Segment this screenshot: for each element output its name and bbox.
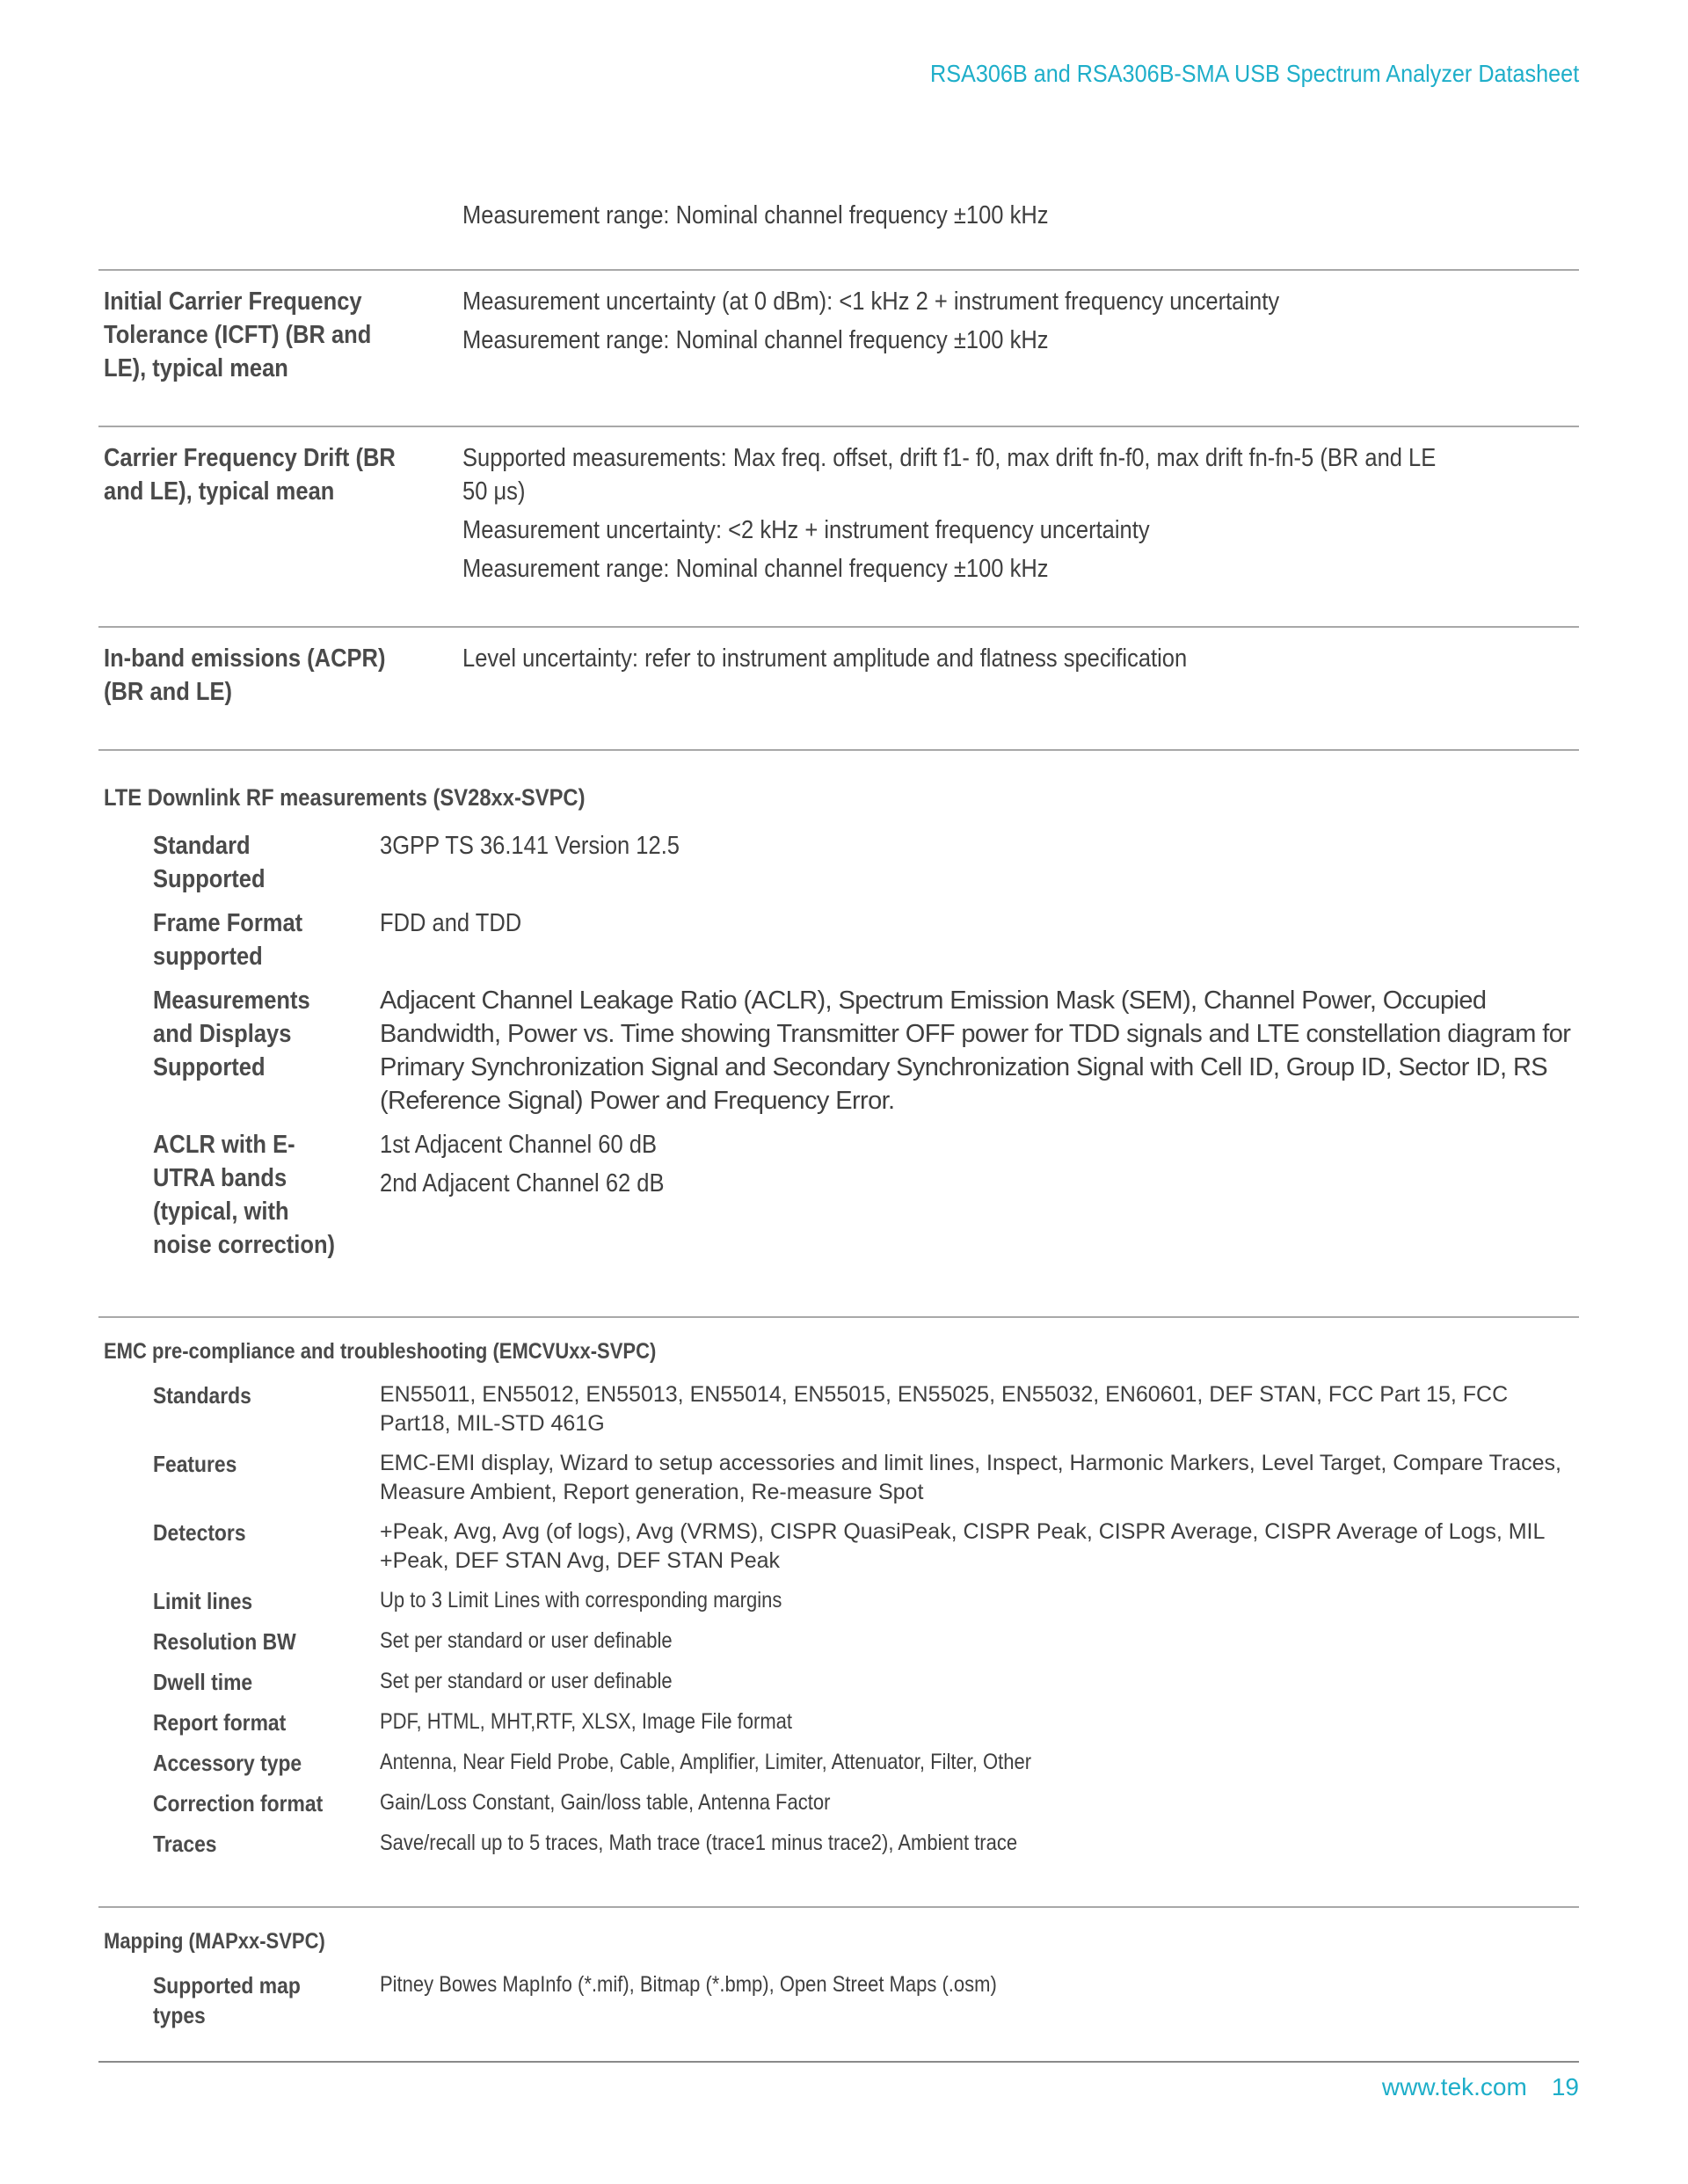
- emc-value: Up to 3 Limit Lines with corresponding margins: [380, 1588, 782, 1613]
- emc-table: [98, 1365, 1579, 1906]
- emc-value: PDF, HTML, MHT,RTF, XLSX, Image File format: [380, 1709, 793, 1734]
- lte-value: FDD and TDD: [380, 909, 522, 937]
- spec-value: Measurement uncertainty (at 0 dBm): <1 kHz 2 + instrument frequency uncertainty Measurement range: Nominal channel frequency ±100 kHz: [462, 288, 1280, 354]
- emc-row: [153, 1380, 1579, 1438]
- spec-row-inband-emissions: [98, 628, 1579, 749]
- emc-label: Detectors: [153, 1519, 246, 1546]
- section-title-lte: LTE Downlink RF measurements (SV28xx-SVPC): [104, 784, 586, 811]
- emc-label: Correction format: [153, 1790, 324, 1816]
- page-footer: [1382, 2073, 1579, 2101]
- emc-row: [153, 1788, 1579, 1818]
- lte-row: [153, 1128, 1579, 1262]
- emc-value: EN55011, EN55012, EN55013, EN55014, EN55015, EN55025, EN55032, EN60601, DEF STAN, FCC Part 15, FCC Part18, MIL-STD 461G: [380, 1382, 1509, 1436]
- top-continuation-text: Measurement range: Nominal channel frequency ±100 kHz: [462, 201, 1049, 229]
- lte-label: Standard Supported: [153, 832, 266, 893]
- lte-value: 3GPP TS 36.141 Version 12.5: [380, 832, 680, 860]
- lte-label: Frame Format supported: [153, 909, 303, 971]
- lte-value: 1st Adjacent Channel 60 dB 2nd Adjacent Channel 62 dB: [380, 1131, 665, 1198]
- page-number: 19: [1551, 2073, 1579, 2100]
- lte-row: [153, 906, 1579, 973]
- lte-value: Adjacent Channel Leakage Ratio (ACLR), Spectrum Emission Mask (SEM), Channel Power, Occupied Bandwidth, Power vs. Time showing Transmitter OFF power for TDD signals and LTE constellation diagram for Primary Synchronization Signal and Secondary Synchronization Signal with Cell ID, Group ID, Sector ID, RS (Reference Signal) Power and Frequency Error.: [380, 986, 1571, 1115]
- emc-value: Gain/Loss Constant, Gain/loss table, Antenna Factor: [380, 1790, 831, 1815]
- mapping-row: [153, 1970, 1579, 2030]
- emc-row: [153, 1518, 1579, 1576]
- emc-row: [153, 1748, 1579, 1778]
- emc-label: Traces: [153, 1831, 217, 1857]
- spec-label: In-band emissions (ACPR) (BR and LE): [104, 644, 386, 706]
- mapping-value: Pitney Bowes MapInfo (*.mif), Bitmap (*.bmp), Open Street Maps (.osm): [380, 1972, 997, 1997]
- lte-label: Measurements and Displays Supported: [153, 986, 310, 1081]
- emc-value: EMC-EMI display, Wizard to setup accessories and limit lines, Inspect, Harmonic Markers, Level Target, Compare Traces, Measure Ambient, Report generation, Re-measure Spot: [380, 1451, 1561, 1504]
- emc-row: [153, 1667, 1579, 1697]
- spec-content: [98, 199, 1579, 2078]
- emc-value: Set per standard or user definable: [380, 1628, 673, 1653]
- emc-label: Limit lines: [153, 1588, 253, 1614]
- top-continuation-row: [98, 199, 1579, 269]
- emc-label: Dwell time: [153, 1669, 253, 1695]
- spec-row-icft: [98, 271, 1579, 426]
- emc-row: [153, 1627, 1579, 1656]
- lte-table: [98, 812, 1579, 1316]
- lte-row: [153, 984, 1579, 1117]
- emc-label: Features: [153, 1451, 237, 1477]
- emc-value: +Peak, Avg, Avg (of logs), Avg (VRMS), CISPR QuasiPeak, CISPR Peak, CISPR Average, CISPR Average of Logs, MIL +Peak, DEF STAN Avg, DEF STAN Peak: [380, 1519, 1545, 1573]
- emc-label: Standards: [153, 1382, 251, 1409]
- emc-label: Resolution BW: [153, 1628, 296, 1655]
- emc-value: Antenna, Near Field Probe, Cable, Amplifier, Limiter, Attenuator, Filter, Other: [380, 1750, 1032, 1774]
- emc-row: [153, 1449, 1579, 1507]
- section-title-mapping: Mapping (MAPxx-SVPC): [104, 1929, 325, 1954]
- section-title-emc: EMC pre-compliance and troubleshooting (EMCVUxx-SVPC): [104, 1339, 657, 1364]
- spec-label: Initial Carrier Frequency Tolerance (ICFT) (BR and LE), typical mean: [104, 288, 372, 382]
- spec-row-carrier-drift: [98, 427, 1579, 626]
- footer-divider: [98, 2061, 1579, 2063]
- mapping-table: [98, 1955, 1579, 2078]
- spec-label: Carrier Frequency Drift (BR and LE), typical mean: [104, 444, 396, 506]
- emc-label: Report format: [153, 1709, 287, 1736]
- emc-value: Set per standard or user definable: [380, 1669, 673, 1693]
- spec-value: Supported measurements: Max freq. offset, drift f1- f0, max drift fn-f0, max drift fn-fn-5 (BR and LE 50 μs) Measurement uncertainty: <2 kHz + instrument frequency uncertainty Measurement range: Nominal channel frequency ±100 kHz: [462, 444, 1437, 583]
- mapping-label: Supported map types: [153, 1972, 301, 2028]
- footer-website-link[interactable]: www.tek.com: [1381, 2073, 1527, 2100]
- emc-row: [153, 1829, 1579, 1859]
- emc-value: Save/recall up to 5 traces, Math trace (trace1 minus trace2), Ambient trace: [380, 1831, 1018, 1855]
- emc-row: [153, 1707, 1579, 1737]
- spec-value: Level uncertainty: refer to instrument amplitude and flatness specification: [462, 644, 1188, 673]
- emc-row: [153, 1586, 1579, 1616]
- emc-label: Accessory type: [153, 1750, 302, 1776]
- lte-row: [153, 829, 1579, 896]
- lte-label: ACLR with E-UTRA bands (typical, with noise correction): [153, 1131, 336, 1259]
- datasheet-title: RSA306B and RSA306B-SMA USB Spectrum Analyzer Datasheet: [929, 60, 1579, 87]
